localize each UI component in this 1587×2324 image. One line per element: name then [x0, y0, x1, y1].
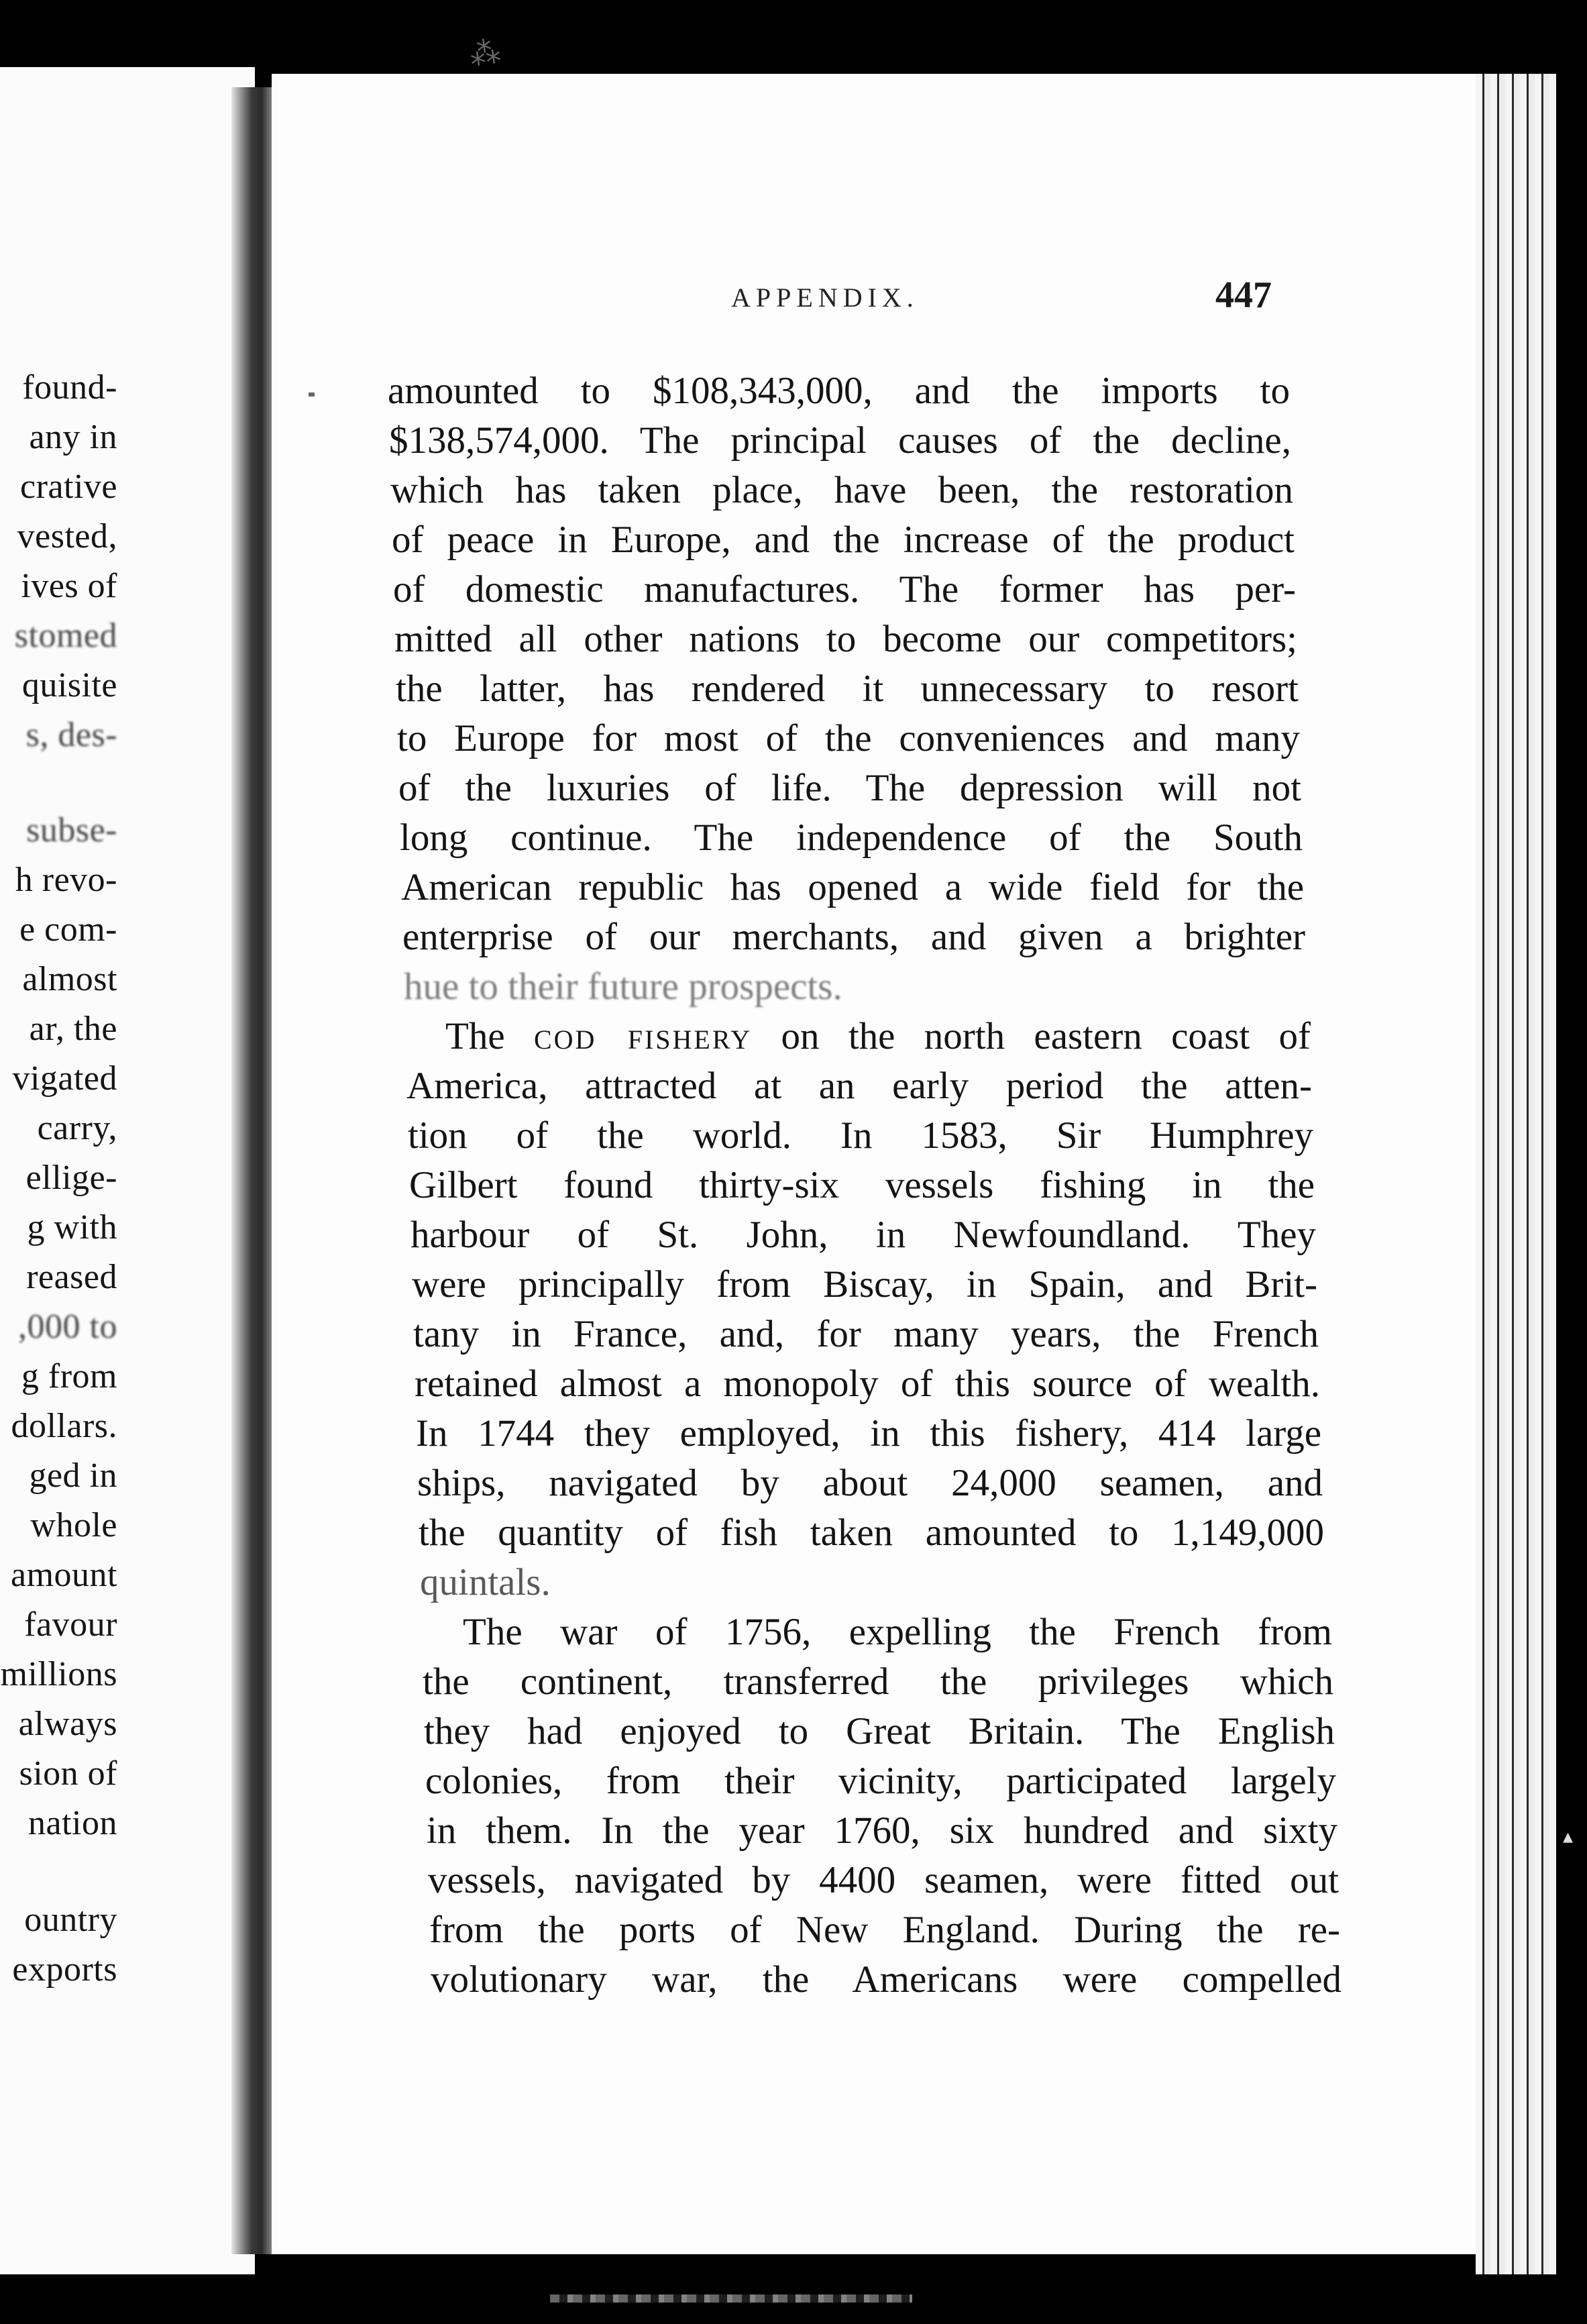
- text-line: harbour of St. John, in Newfoundland. They: [411, 1214, 1316, 1256]
- left-line: ,000 to: [18, 1308, 117, 1346]
- text-line: tany in France, and, for many years, the French: [413, 1313, 1319, 1355]
- left-line: carry,: [37, 1109, 117, 1147]
- left-line: ountry: [24, 1901, 117, 1939]
- page-number: 447: [1215, 274, 1272, 316]
- paragraph-lead: The: [445, 1015, 534, 1057]
- text-line: America, attracted at an early period the atten-: [406, 1065, 1312, 1107]
- left-line: nation: [28, 1804, 117, 1842]
- text-line: of the luxuries of life. The depression will not: [398, 767, 1301, 809]
- left-line: ellige-: [25, 1159, 117, 1197]
- left-line: ar, the: [29, 1010, 117, 1048]
- left-line: vested,: [17, 517, 117, 556]
- text-line: In 1744 they employed, in this fishery, 414 large: [416, 1412, 1321, 1455]
- small-caps-term: cod fishery: [533, 1015, 753, 1057]
- left-line: amount: [11, 1556, 117, 1594]
- text-line: hue to their future prospects.: [404, 965, 842, 1008]
- text-line: The war of 1756, expelling the French from: [463, 1611, 1332, 1653]
- text-line: the quantity of fish taken amounted to 1,149,000: [419, 1512, 1324, 1554]
- text-line: they had enjoyed to Great Britain. The English: [424, 1710, 1335, 1752]
- text-line: tion of the world. In 1583, Sir Humphrey: [408, 1114, 1313, 1157]
- text-line: the continent, transferred the privileges which: [423, 1660, 1333, 1703]
- left-line: millions: [0, 1655, 117, 1693]
- text-line: from the ports of New England. During the re-: [429, 1909, 1340, 1951]
- text-line: amounted to $108,343,000, and the imports to: [388, 370, 1290, 412]
- left-line: any in: [29, 418, 117, 456]
- left-line: e com-: [19, 910, 117, 949]
- text-line: ships, navigated by about 24,000 seamen, and: [417, 1462, 1323, 1504]
- text-line: mitted all other nations to become our competitors;: [394, 618, 1297, 660]
- left-line: h revo-: [15, 861, 117, 899]
- left-line: g with: [27, 1208, 117, 1247]
- left-line: reased: [26, 1258, 117, 1296]
- left-line: sion of: [19, 1754, 117, 1793]
- text-line: of domestic manufactures. The former has per-: [393, 568, 1296, 611]
- text-line: enterprise of our merchants, and given a brighter: [402, 916, 1305, 958]
- left-line: g from: [21, 1357, 117, 1395]
- text-line: colonies, from their vicinity, participated largely: [425, 1760, 1336, 1802]
- left-line: ives of: [21, 567, 117, 605]
- left-line: favour: [24, 1605, 117, 1644]
- left-line: subse-: [26, 811, 117, 849]
- text-line: volutionary war, the Americans were compelled: [431, 1958, 1342, 2001]
- left-line: ged in: [29, 1457, 117, 1495]
- running-head: APPENDIX.: [731, 282, 919, 313]
- text-line: to Europe for most of the conveniences and many: [397, 717, 1300, 759]
- text-line: which has taken place, have been, the restoration: [390, 469, 1293, 511]
- left-line: stomed: [14, 617, 117, 655]
- left-line: crative: [20, 468, 117, 506]
- text-line-with-small-caps: [445, 1014, 1311, 1059]
- bottom-scan-artifact: [550, 2294, 912, 2303]
- text-line: of peace in Europe, and the increase of the product: [392, 519, 1295, 561]
- left-line: vigated: [12, 1059, 117, 1098]
- scan-artifact: ⁂: [467, 34, 503, 72]
- text-line: the latter, has rendered it unnecessary to resort: [396, 668, 1299, 710]
- text-line: $138,574,000. The principal causes of the decline,: [389, 419, 1291, 462]
- edge-artifact: ▴: [1563, 1826, 1574, 1848]
- left-line: dollars.: [11, 1407, 117, 1445]
- left-line: almost: [22, 960, 117, 998]
- left-line: exports: [12, 1950, 117, 1989]
- text-line: retained almost a monopoly of this source of wealth.: [415, 1363, 1320, 1405]
- text-line: in them. In the year 1760, six hundred and sixty: [427, 1809, 1337, 1852]
- text-line: were principally from Biscay, in Spain, and Brit-: [412, 1263, 1317, 1306]
- text-line: long continue. The independence of the South: [400, 816, 1303, 859]
- left-line: s, des-: [25, 716, 117, 754]
- text-line: American republic has opened a wide field for the: [401, 866, 1304, 908]
- text-line: vessels, navigated by 4400 seamen, were fitted out: [428, 1859, 1339, 1901]
- text-line: Gilbert found thirty-six vessels fishing in the: [409, 1164, 1315, 1206]
- left-line: whole: [30, 1506, 117, 1544]
- left-line: found-: [22, 368, 117, 407]
- line-rest: on the north eastern coast of: [752, 1015, 1311, 1057]
- text-line: quintals.: [420, 1561, 551, 1603]
- left-line: always: [18, 1705, 117, 1743]
- left-line: quisite: [21, 666, 117, 704]
